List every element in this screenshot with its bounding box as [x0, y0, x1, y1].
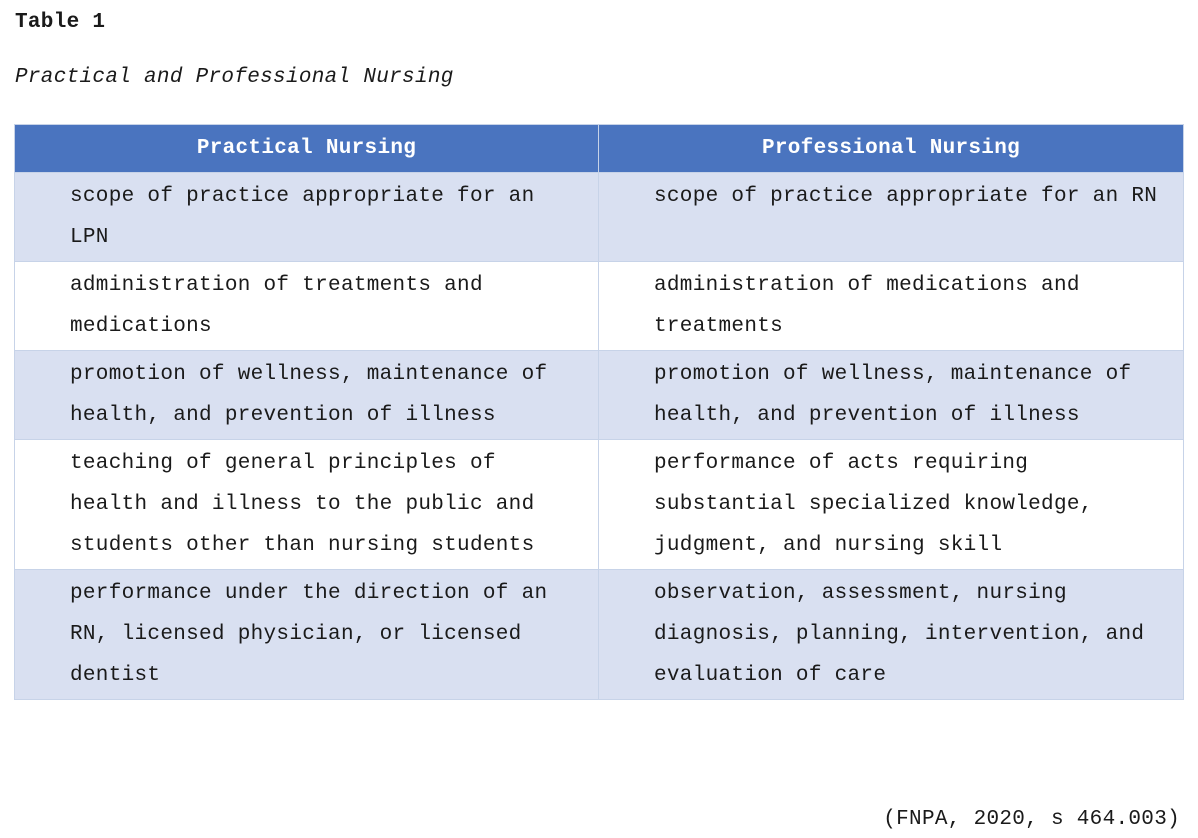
- table-row: [15, 173, 1184, 262]
- table-row: [15, 351, 1184, 440]
- professional-cell: promotion of wellness, maintenance of health, and prevention of illness: [599, 351, 1184, 440]
- professional-cell: scope of practice appropriate for an RN: [599, 173, 1184, 262]
- header-professional-nursing: Professional Nursing: [599, 125, 1184, 173]
- header-practical-nursing: Practical Nursing: [15, 125, 599, 173]
- table-row: [15, 262, 1184, 351]
- citation: (FNPA, 2020, s 464.003): [883, 808, 1180, 831]
- practical-cell: teaching of general principles of health and illness to the public and students other than nursing students: [15, 440, 599, 570]
- professional-cell: observation, assessment, nursing diagnosis, planning, intervention, and evaluation of care: [599, 570, 1184, 700]
- table-caption: Practical and Professional Nursing: [15, 66, 454, 89]
- table-row: [15, 440, 1184, 570]
- nursing-comparison-table: [14, 124, 1184, 700]
- professional-cell: administration of medications and treatments: [599, 262, 1184, 351]
- practical-cell: administration of treatments and medications: [15, 262, 599, 351]
- practical-cell: performance under the direction of an RN, licensed physician, or licensed dentist: [15, 570, 599, 700]
- table-row: [15, 570, 1184, 700]
- practical-cell: scope of practice appropriate for an LPN: [15, 173, 599, 262]
- practical-cell: promotion of wellness, maintenance of health, and prevention of illness: [15, 351, 599, 440]
- professional-cell: performance of acts requiring substantial specialized knowledge, judgment, and nursing skill: [599, 440, 1184, 570]
- table-header-row: [15, 125, 1184, 173]
- table-label: Table 1: [15, 11, 106, 34]
